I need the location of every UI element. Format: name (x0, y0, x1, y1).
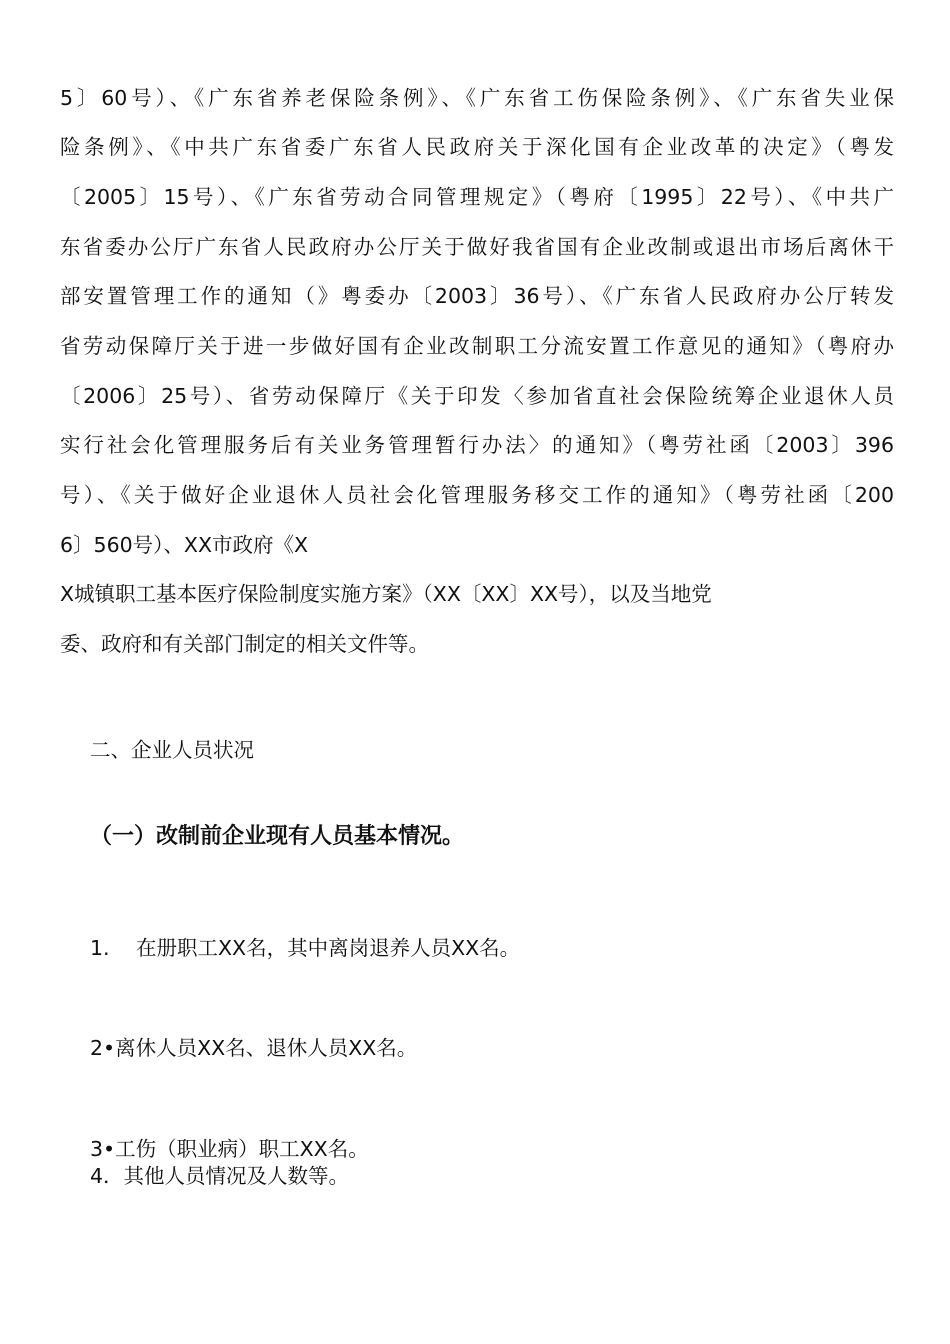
list-item-number: 1. (90, 936, 110, 960)
section-heading: 二、企业人员状况 (90, 738, 254, 762)
subsection-heading: （一）改制前企业现有人员基本情况。 (90, 824, 465, 849)
paragraph-line: 东省委办公厅广东省人民政府办公厅关于做好我省国有企业改制或退出市场后离休干 (60, 235, 894, 259)
paragraph-line: 〔2006〕25号）、省劳动保障厅《关于印发〈参加省直社会保险统筹企业退休人员 (60, 384, 894, 408)
list-item (90, 934, 520, 962)
paragraph-line: 省劳动保障厅关于进一步做好国有企业改制职工分流安置工作意见的通知》（粤府办 (60, 334, 894, 358)
list-item-text: 在册职工XX名，其中离岗退养人员XX名。 (136, 936, 521, 960)
paragraph-line: 5〕60号）、《广东省养老保险条例》、《广东省工伤保险条例》、《广东省失业保 (60, 86, 894, 110)
paragraph-line: X城镇职工基本医疗保险制度实施方案》（XX〔XX〕XX号），以及当地党 (60, 582, 712, 606)
paragraph-line: 实行社会化管理服务后有关业务管理暂行办法〉的通知》（粤劳社函〔2003〕396 (60, 433, 894, 457)
paragraph-line: 〔2005〕15号）、《广东省劳动合同管理规定》（粤府〔1995〕22号）、《中共广 (60, 185, 894, 209)
paragraph-line: 6〕560号）、XX市政府《X (60, 533, 309, 557)
paragraph-line: 部安置管理工作的通知（》粤委办〔2003〕36号）、《广东省人民政府办公厅转发 (60, 284, 894, 308)
paragraph-line: 险条例》、《中共广东省委广东省人民政府关于深化国有企业改革的决定》（粤发 (60, 135, 894, 159)
paragraph-line: 委、政府和有关部门制定的相关文件等。 (60, 632, 429, 656)
list-item: 4．其他人员情况及人数等。 (90, 1164, 350, 1188)
list-item: 2•离休人员XX名、退休人员XX名。 (90, 1036, 418, 1060)
list-item: 3•工伤（职业病）职工XX名。 (90, 1137, 369, 1161)
paragraph-line: 号）、《关于做好企业退休人员社会化管理服务移交工作的通知》（粤劳社函〔200 (60, 483, 894, 507)
